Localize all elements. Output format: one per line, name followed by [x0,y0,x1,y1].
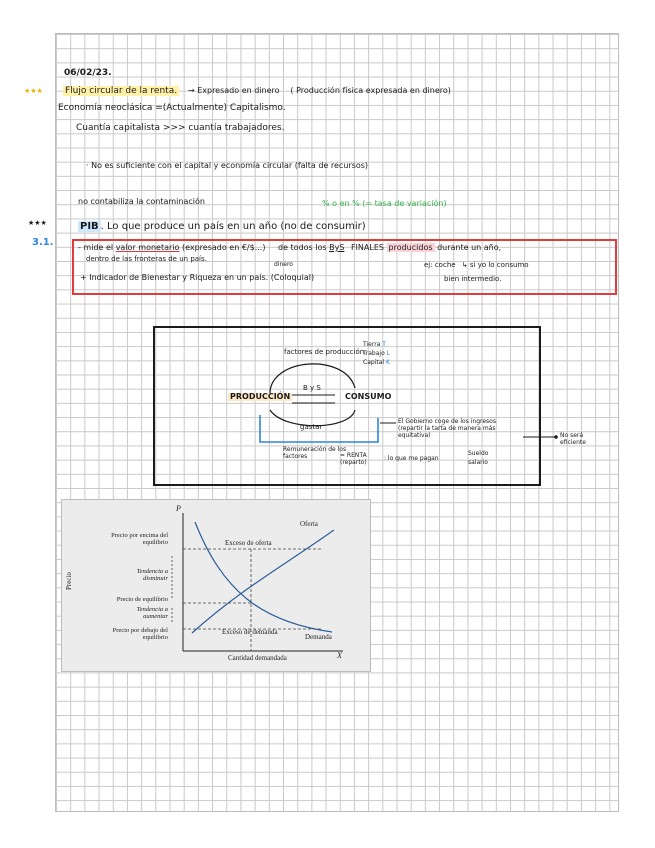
capital-letter: K [385,359,390,366]
pib-bullet1-c: de todos los [278,243,327,252]
tierra-letter: T [382,341,386,348]
produccion-label: PRODUCCIÓN [230,392,291,401]
salario-label: salario [468,459,488,466]
pib-valor-monetario: valor monetario [115,243,180,252]
tierra-label: Tierra [363,341,381,348]
section-number: 3.1. [32,237,54,248]
exceso-demanda-label: Exceso de demanda [222,628,278,636]
pib-bullet1-b: (expresado en €/$...) [181,243,266,252]
title-paren: ( Producción física expresada en dinero) [290,86,451,95]
pib-stars: ★★★ [28,219,47,227]
date: 06/02/23. [64,68,112,78]
pib-finales: FINALES [350,243,384,252]
gobierno-note: El Gobierno coge de los ingresos (repartir la tarta de manera más equitativa) [398,418,496,440]
ej-arrow: ↳ si yo lo consumo [461,261,529,269]
remuneracion-label: Remuneración de los factores [283,446,347,460]
pib-bys: ByS [329,243,345,252]
pib-bullet1-line2: dentro de las fronteras de un país. [86,255,207,263]
precio-equilibrio-label: Precio de equilibrio [116,596,168,603]
ej-coche: ej: coche [424,261,456,269]
title-flujo: Flujo circular de la renta. [65,86,178,96]
exceso-oferta-label: Exceso de oferta [225,539,272,547]
note-contaminacion: no contabiliza la contaminación [78,197,205,206]
gastar-label: gastar [300,423,323,431]
precio-debajo-label: Precio por debajo del equilibrio [112,627,168,641]
tendencia-aumentar-label: Tendencia a aumentar [136,606,168,620]
oferta-label: Oferta [300,520,318,528]
p-axis-label: P [176,504,181,513]
pib-bullet-2: + Indicador de Bienestar y Riqueza en un país. (Coloquial) [80,273,315,282]
precio-encima-label: Precio por encima del equilibrio [111,532,168,546]
lo-que-pagan: : lo que me pagan [384,455,439,462]
consumo-label: CONSUMO [345,392,392,401]
cantidad-xlabel: Cantidad demandada [228,654,287,662]
tendencia-disminuir-label: Tendencia a disminuir [136,568,168,582]
capital-label: Capital [363,359,385,366]
line-no-suficiente: · No es suficiente con el capital y economía circular (falta de recursos) [86,161,369,170]
pib-producidos: producidos [388,243,433,252]
renta-label: = RENTA (reparto) [340,452,367,466]
precio-ylabel: Precio [65,572,73,590]
pib-bullet1-d: durante un año, [437,243,502,252]
pib-title: PIB [80,221,99,232]
note-dinero: dinero [274,261,293,268]
line-cuantia: Cuantía capitalista >>> cuantía trabajadores. [76,123,285,133]
stars-icon: ★★★ [24,87,43,95]
bys-label: B y S [303,384,321,392]
x-axis-label: X [337,651,342,660]
sueldo-label: Sueldo [468,450,489,457]
title-arrow-note: → Expresado en dinero [187,86,280,95]
pib-title-rest: . Lo que produce un país en un año (no de consumir) [100,221,366,232]
note-tasa-variacion: % o en % (= tasa de variación) [322,199,447,208]
no-sera-eficiente: No será eficiente [560,432,586,447]
line-economia: Economía neoclásica =(Actualmente) Capitalismo. [58,103,286,113]
demanda-label: Demanda [305,633,332,641]
pib-bullet1-a: - mide el [78,243,114,252]
trabajo-letter: L [386,350,391,357]
note-bien-intermedio: bien intermedio. [444,275,502,283]
factores-label: factores de producción [284,348,365,356]
trabajo-label: Trabajo [363,350,385,357]
